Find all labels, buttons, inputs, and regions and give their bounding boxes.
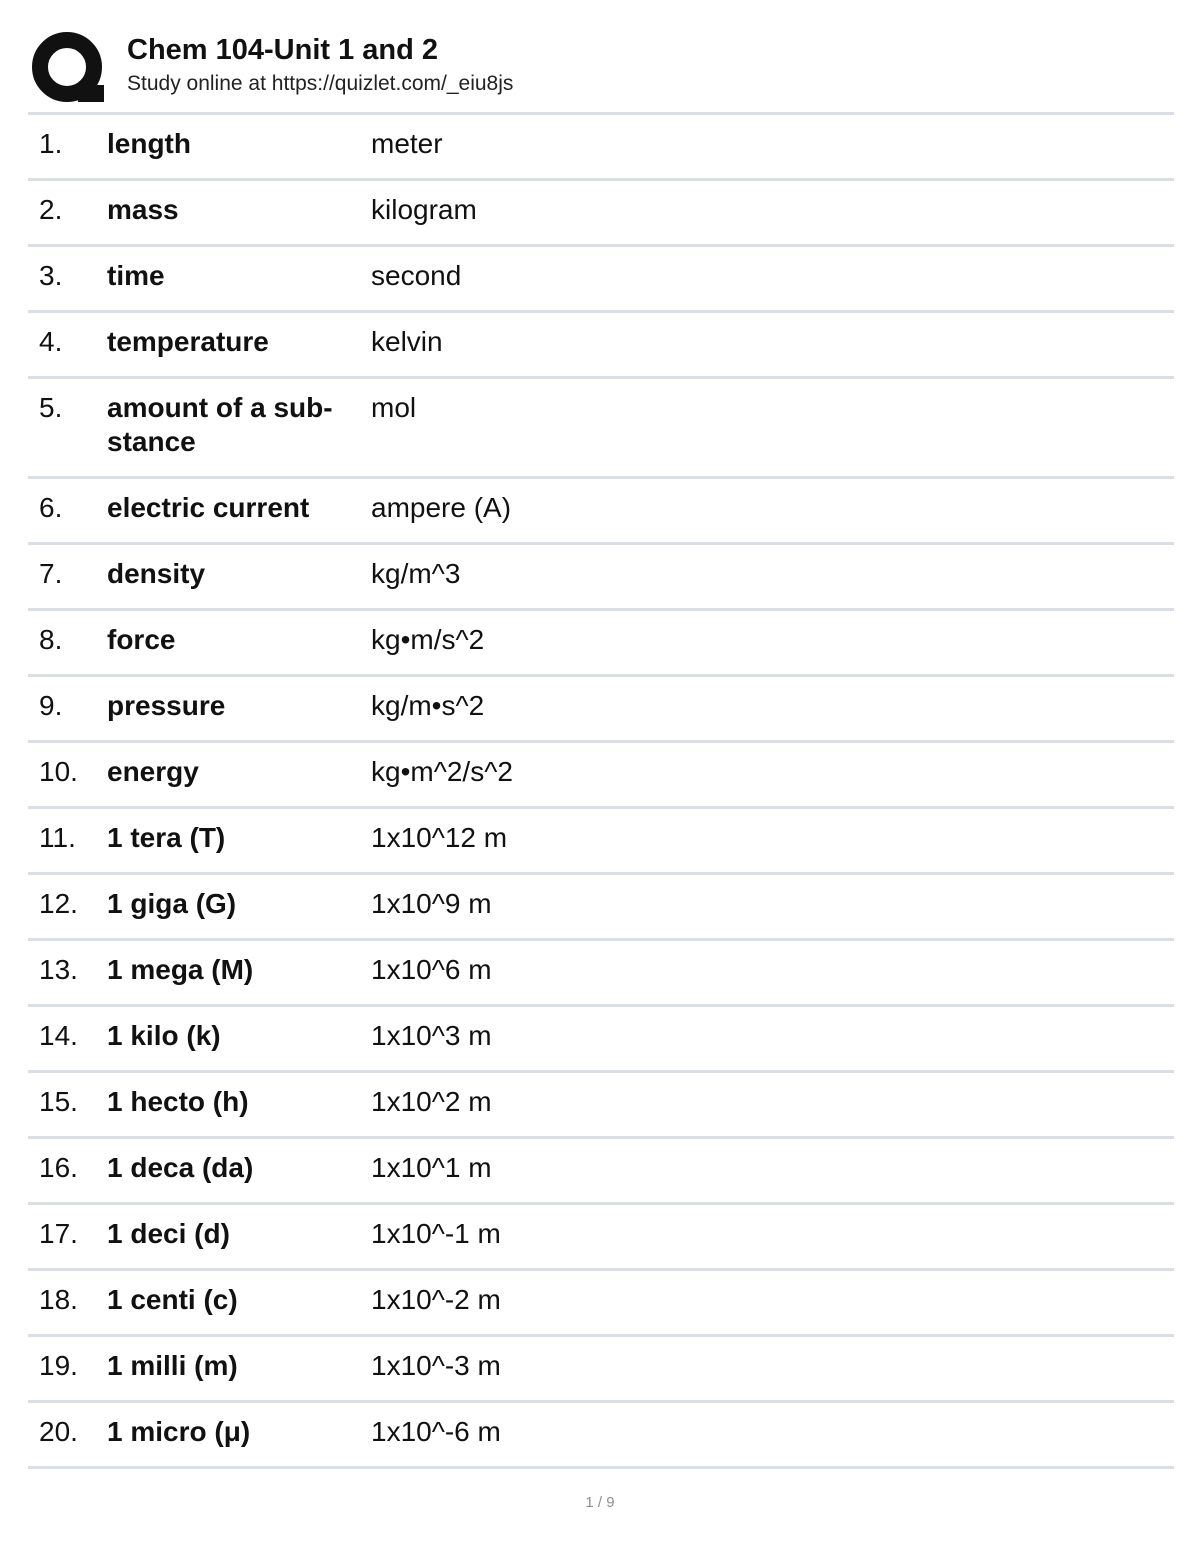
term-row [28,1007,1174,1073]
page-number: 1 / 9 [585,1494,615,1511]
term-row [28,479,1174,545]
term-row [28,115,1174,181]
term-row [28,545,1174,611]
term-text: 1 centi (c) [107,1284,238,1315]
term-text: 1 tera (T) [107,822,226,853]
term-number: 4. [39,326,63,357]
term-text-line: amount of a sub- [107,392,333,423]
term-number: 16. [39,1152,78,1183]
definition-text: 1x10^-3 m [371,1350,501,1381]
set-title: Chem 104-Unit 1 and 2 [127,34,439,66]
term-row [28,1337,1174,1403]
term-text: length [107,128,191,159]
term-number: 17. [39,1218,78,1249]
term-row [28,875,1174,941]
term-text-line: stance [107,426,196,457]
term-row [28,379,1174,479]
term-row [28,743,1174,809]
definition-text: kg/m•s^2 [371,690,485,721]
definition-text: 1x10^1 m [371,1152,492,1183]
term-number: 6. [39,492,63,523]
term-number: 2. [39,194,63,225]
definition-text: meter [371,128,443,159]
term-number: 19. [39,1350,78,1381]
term-text: mass [107,194,179,225]
page-header [28,26,1174,112]
term-text: density [107,558,206,589]
definition-text: 1x10^-2 m [371,1284,501,1315]
term-row [28,809,1174,875]
term-text: pressure [107,690,226,721]
term-row [28,181,1174,247]
term-text: 1 milli (m) [107,1350,238,1381]
term-row [28,313,1174,379]
term-text: 1 giga (G) [107,888,237,919]
definition-text: 1x10^-1 m [371,1218,501,1249]
definition-text: 1x10^-6 m [371,1416,501,1447]
term-number: 11. [39,822,76,853]
term-text: 1 mega (M) [107,954,254,985]
term-number: 7. [39,558,63,589]
definition-text: kelvin [371,326,443,357]
term-text: 1 deca (da) [107,1152,254,1183]
term-number: 15. [39,1086,78,1117]
definition-text: 1x10^2 m [371,1086,492,1117]
term-row [28,1205,1174,1271]
term-list [28,115,1174,1469]
term-text: time [107,260,165,291]
definition-text: kg•m/s^2 [371,624,485,655]
definition-text: mol [371,392,417,423]
term-row [28,677,1174,743]
definition-text: kilogram [371,194,477,225]
term-number: 5. [39,392,63,423]
term-text: 1 kilo (k) [107,1020,221,1051]
term-text: temperature [107,326,269,357]
term-number: 3. [39,260,63,291]
header-text [127,32,513,98]
definition-text: 1x10^3 m [371,1020,492,1051]
term-number: 8. [39,624,63,655]
term-text: 1 micro (μ) [107,1416,251,1447]
definition-text: 1x10^12 m [371,822,508,853]
term-text [107,391,369,459]
term-number: 20. [39,1416,78,1447]
quizlet-logo-icon [30,30,108,108]
term-text: electric current [107,492,310,523]
definition-text: ampere (A) [371,492,512,523]
term-row [28,611,1174,677]
definition-text: 1x10^6 m [371,954,492,985]
definition-text: kg•m^2/s^2 [371,756,513,787]
term-row [28,1403,1174,1469]
term-row [28,1271,1174,1337]
term-number: 18. [39,1284,78,1315]
term-row [28,1139,1174,1205]
term-number: 1. [39,128,63,159]
term-number: 10. [39,756,78,787]
term-row [28,941,1174,1007]
term-text: energy [107,756,199,787]
term-number: 14. [39,1020,78,1051]
term-row [28,247,1174,313]
term-text: 1 hecto (h) [107,1086,249,1117]
definition-text: second [371,260,462,291]
term-row [28,1073,1174,1139]
term-number: 13. [39,954,78,985]
study-link-text: Study online at https://quizlet.com/_eiu8js [127,72,514,95]
term-text: 1 deci (d) [107,1218,230,1249]
term-text: force [107,624,176,655]
term-number: 12. [39,888,78,919]
term-number: 9. [39,690,63,721]
definition-text: 1x10^9 m [371,888,492,919]
definition-text: kg/m^3 [371,558,461,589]
